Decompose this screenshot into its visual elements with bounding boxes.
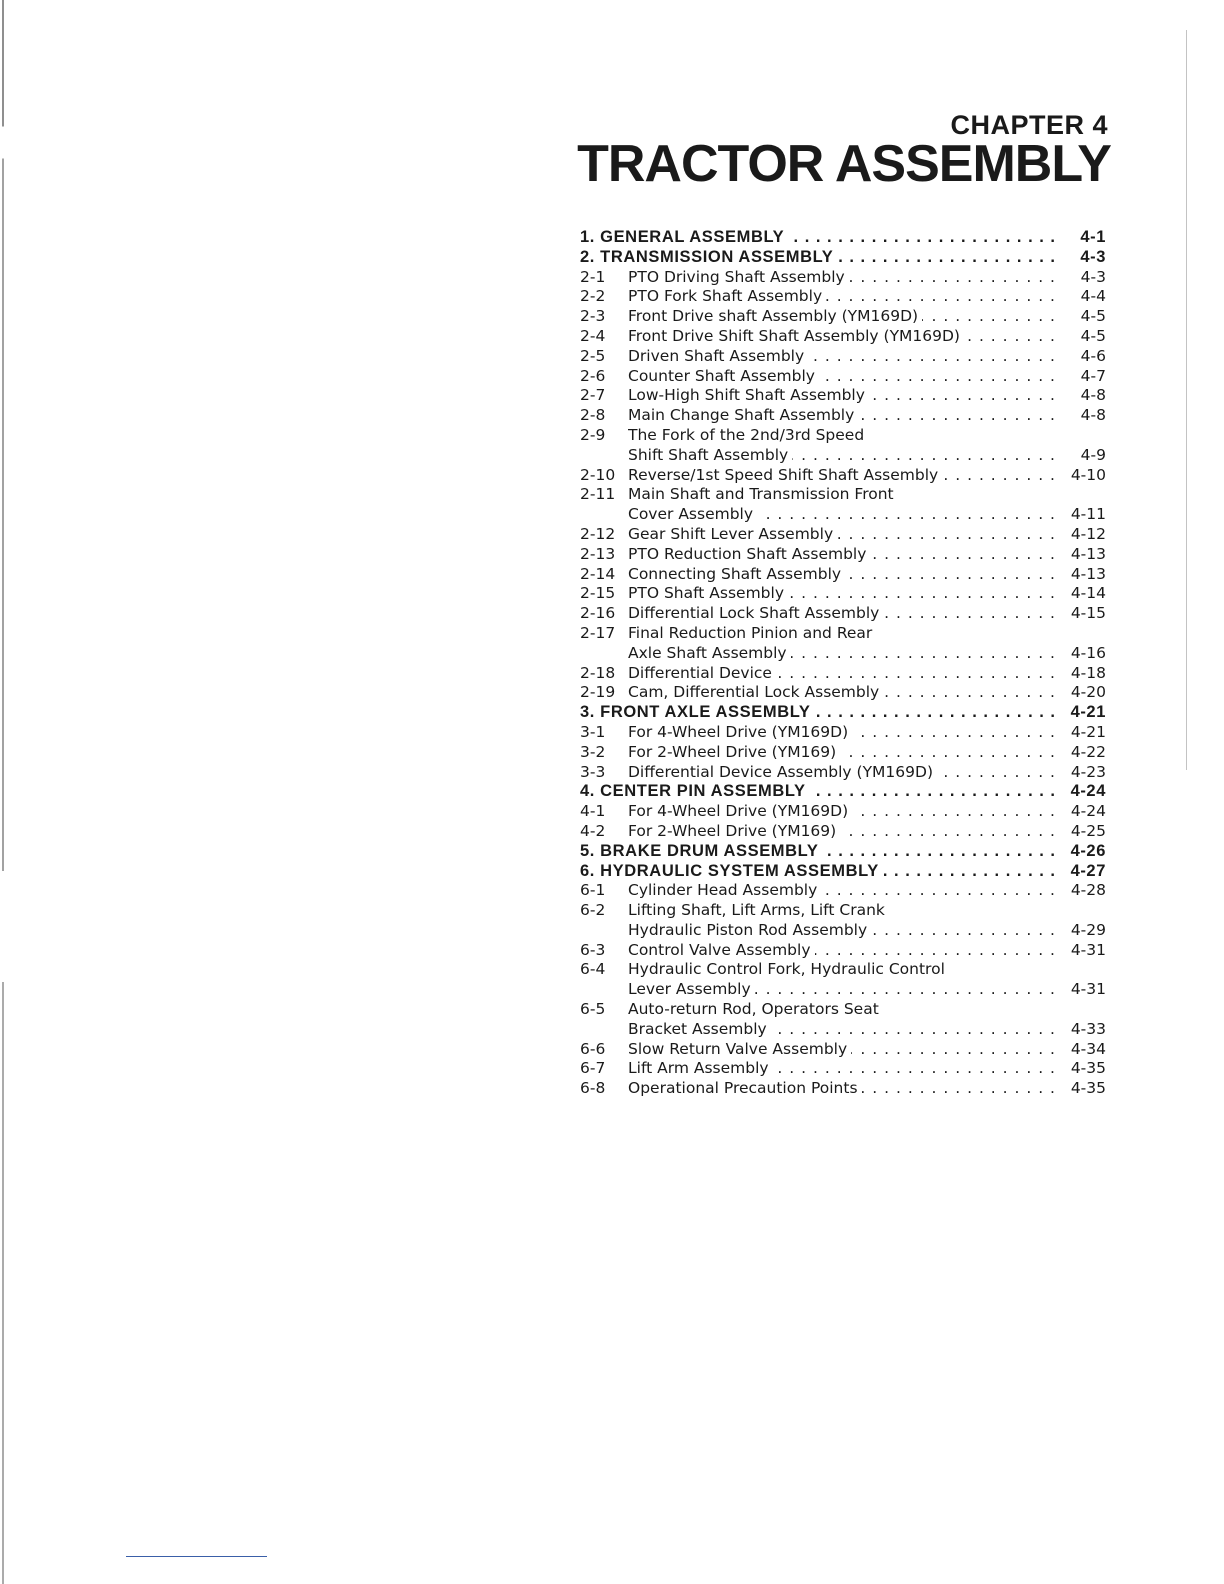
toc-entry-title: Bracket Assembly xyxy=(628,1020,771,1038)
toc-entry-number: 2-10 xyxy=(580,465,616,484)
toc-entry-number: 3-1 xyxy=(580,722,606,741)
toc-entry-title-wrap xyxy=(628,1079,1056,1099)
toc-entry xyxy=(580,466,1106,486)
toc-entry-title: Main Change Shaft Assembly xyxy=(628,406,858,424)
toc-entry xyxy=(580,763,1106,783)
toc-entry-number: 3-2 xyxy=(580,742,606,761)
toc-entry-title: 6. HYDRAULIC SYSTEM ASSEMBLY xyxy=(580,862,883,880)
toc-entry-title: PTO Shaft Assembly xyxy=(628,584,788,602)
toc-entry xyxy=(580,624,1106,644)
toc-entry-page: 4-29 xyxy=(1070,920,1106,939)
toc-entry-title-wrap xyxy=(628,1040,1056,1060)
toc-entry-title: Axle Shaft Assembly xyxy=(628,644,791,662)
toc-entry-title-wrap xyxy=(628,367,1056,387)
toc-entry-number: 6-7 xyxy=(580,1059,606,1078)
toc-entry-title: Cylinder Head Assembly xyxy=(628,881,821,899)
toc-entry-number: 2-18 xyxy=(580,663,616,682)
toc-entry-number: 6-4 xyxy=(580,960,606,979)
scan-edge-right xyxy=(1186,30,1187,770)
toc-entry-page: 4-22 xyxy=(1070,742,1106,761)
toc-entry xyxy=(580,703,1106,723)
toc-entry-title: Shift Shaft Assembly xyxy=(628,446,792,464)
toc-entry-number: 6-2 xyxy=(580,901,606,920)
toc-entry-page: 4-24 xyxy=(1070,782,1106,801)
toc-entry-page: 4-4 xyxy=(1080,287,1106,306)
toc-entry-number: 4-2 xyxy=(580,821,606,840)
toc-entry xyxy=(580,683,1106,703)
toc-entry-title-wrap xyxy=(628,565,1056,585)
toc-entry-title: Reverse/1st Speed Shift Shaft Assembly xyxy=(628,466,942,484)
toc-entry-title: Lever Assembly xyxy=(628,980,755,998)
toc-entry-title-wrap xyxy=(628,980,1056,1000)
toc-entry-title-wrap xyxy=(628,644,1056,664)
toc-entry-title: Cam, Differential Lock Assembly xyxy=(628,683,883,701)
toc-entry-page: 4-11 xyxy=(1070,505,1106,524)
toc-entry-title-wrap xyxy=(628,466,1056,486)
toc-entry xyxy=(580,545,1106,565)
toc-entry-number: 6-3 xyxy=(580,940,606,959)
toc-entry-title: Lift Arm Assembly xyxy=(628,1059,773,1077)
toc-entry-title: Differential Device Assembly (YM169D) xyxy=(628,763,937,781)
toc-entry-title-wrap xyxy=(628,1020,1056,1040)
toc-entry-number: 2-8 xyxy=(580,406,606,425)
toc-entry xyxy=(580,664,1106,684)
toc-entry-title-wrap xyxy=(628,446,1056,466)
toc-entry-number: 2-7 xyxy=(580,386,606,405)
toc-entry-number: 2-13 xyxy=(580,544,616,563)
toc-entry-title-wrap xyxy=(628,268,1056,288)
toc-entry xyxy=(580,881,1106,901)
toc-entry-title-wrap xyxy=(628,822,1056,842)
toc-entry-page: 4-1 xyxy=(1080,228,1106,246)
toc-entry xyxy=(580,485,1106,505)
toc-entry-page: 4-21 xyxy=(1070,703,1106,722)
toc-entry-title: 4. CENTER PIN ASSEMBLY xyxy=(580,782,810,800)
toc-entry-page: 4-16 xyxy=(1070,643,1106,662)
toc-entry xyxy=(580,862,1106,882)
toc-entry-number: 6-8 xyxy=(580,1079,606,1098)
toc-entry-title-wrap xyxy=(628,386,1056,406)
toc-entry-number: 2-19 xyxy=(580,683,616,702)
toc-entry-number: 4-1 xyxy=(580,802,606,821)
toc-entry-title: Differential Device xyxy=(628,664,776,682)
toc-entry-title: 3. FRONT AXLE ASSEMBLY xyxy=(580,703,814,721)
toc-entry xyxy=(580,1020,1106,1040)
toc-entry-page: 4-25 xyxy=(1070,821,1106,840)
toc-entry-title-wrap xyxy=(628,584,1056,604)
toc-entry-title-wrap xyxy=(628,406,1056,426)
toc-entry xyxy=(580,307,1106,327)
toc-entry-page: 4-27 xyxy=(1070,861,1106,880)
toc-entry xyxy=(580,268,1106,288)
toc-entry-title-wrap xyxy=(628,683,1056,703)
toc-entry-title: Front Drive shaft Assembly (YM169D) xyxy=(628,307,922,325)
toc-entry xyxy=(580,802,1106,822)
toc-entry-title: Driven Shaft Assembly xyxy=(628,347,808,365)
toc-entry-title-wrap xyxy=(628,347,1056,367)
toc-entry xyxy=(580,941,1106,961)
toc-entry-title: For 4-Wheel Drive (YM169D) xyxy=(628,723,852,741)
toc-entry-number: 2-16 xyxy=(580,604,616,623)
toc-entry-title: Low-High Shift Shaft Assembly xyxy=(628,386,869,404)
toc-entry-number: 2-11 xyxy=(580,485,616,504)
toc-entry-page: 4-7 xyxy=(1080,366,1106,385)
toc-entry-page: 4-13 xyxy=(1070,564,1106,583)
toc-entry-number: 3-3 xyxy=(580,762,606,781)
toc-entry-title-wrap xyxy=(580,248,1056,268)
toc-entry xyxy=(580,525,1106,545)
toc-entry xyxy=(580,921,1106,941)
toc-entry-title-wrap xyxy=(628,881,1056,901)
toc-entry-title: Auto-return Rod, Operators Seat xyxy=(628,1000,883,1018)
toc-entry-number: 2-12 xyxy=(580,524,616,543)
toc-entry-title-wrap xyxy=(628,1000,1056,1020)
toc-entry-page: 4-8 xyxy=(1080,406,1106,425)
toc-entry-page: 4-26 xyxy=(1070,841,1106,860)
toc-entry-title-wrap xyxy=(628,802,1056,822)
toc-entry xyxy=(580,248,1106,268)
toc-entry-title-wrap xyxy=(628,307,1056,327)
toc-entry-number: 6-5 xyxy=(580,1000,606,1019)
toc-entry-title-wrap xyxy=(580,842,1056,862)
toc-entry xyxy=(580,327,1106,347)
toc-entry-title: Front Drive Shift Shaft Assembly (YM169D) xyxy=(628,327,964,345)
footer-rule xyxy=(126,1556,267,1557)
toc-entry-title-wrap xyxy=(628,505,1056,525)
toc-entry xyxy=(580,565,1106,585)
toc-entry-title: Operational Precaution Points xyxy=(628,1079,862,1097)
toc-entry-page: 4-5 xyxy=(1080,326,1106,345)
toc-entry-title: 2. TRANSMISSION ASSEMBLY xyxy=(580,248,837,266)
toc-entry-title: PTO Fork Shaft Assembly xyxy=(628,287,826,305)
toc-entry-title-wrap xyxy=(580,228,1056,248)
toc-entry-title-wrap xyxy=(628,960,1056,980)
toc-entry-page: 4-35 xyxy=(1070,1059,1106,1078)
toc-entry-title: 1. GENERAL ASSEMBLY xyxy=(580,228,788,246)
toc-entry-title: PTO Driving Shaft Assembly xyxy=(628,268,849,286)
toc-entry-number: 6-1 xyxy=(580,881,606,900)
toc-entry-page: 4-33 xyxy=(1070,1019,1106,1038)
toc-entry-title-wrap xyxy=(580,862,1056,882)
toc-entry-page: 4-10 xyxy=(1070,465,1106,484)
toc-entry-title-wrap xyxy=(628,723,1056,743)
toc-entry-title-wrap xyxy=(628,664,1056,684)
toc-entry-page: 4-3 xyxy=(1080,247,1106,266)
toc-entry-title: Slow Return Valve Assembly xyxy=(628,1040,851,1058)
toc-entry-page: 4-6 xyxy=(1080,346,1106,365)
toc-entry xyxy=(580,287,1106,307)
table-of-contents xyxy=(580,228,1106,1099)
toc-entry-title: Cover Assembly xyxy=(628,505,757,523)
scan-edge-left xyxy=(2,0,4,1584)
toc-entry-page: 4-23 xyxy=(1070,762,1106,781)
toc-entry-title: Hydraulic Piston Rod Assembly xyxy=(628,921,871,939)
toc-entry-number: 2-1 xyxy=(580,267,606,286)
toc-entry-title-wrap xyxy=(628,921,1056,941)
toc-entry xyxy=(580,1040,1106,1060)
toc-entry-page: 4-31 xyxy=(1070,980,1106,999)
toc-entry-page: 4-13 xyxy=(1070,544,1106,563)
toc-entry xyxy=(580,386,1106,406)
toc-entry-title: For 2-Wheel Drive (YM169) xyxy=(628,743,840,761)
toc-entry xyxy=(580,584,1106,604)
toc-entry-page: 4-35 xyxy=(1070,1079,1106,1098)
toc-entry-title-wrap xyxy=(580,782,1056,802)
toc-entry-number: 2-2 xyxy=(580,287,606,306)
toc-entry xyxy=(580,505,1106,525)
toc-entry-number: 2-4 xyxy=(580,326,606,345)
toc-entry-title: Final Reduction Pinion and Rear xyxy=(628,624,876,642)
toc-entry-page: 4-28 xyxy=(1070,881,1106,900)
toc-entry-title-wrap xyxy=(580,703,1056,723)
toc-entry xyxy=(580,743,1106,763)
toc-entry-title: Hydraulic Control Fork, Hydraulic Control xyxy=(628,960,949,978)
toc-entry xyxy=(580,782,1106,802)
toc-entry xyxy=(580,347,1106,367)
toc-entry-number: 2-15 xyxy=(580,584,616,603)
toc-entry-page: 4-21 xyxy=(1070,722,1106,741)
toc-entry-page: 4-3 xyxy=(1080,267,1106,286)
toc-entry xyxy=(580,960,1106,980)
toc-entry xyxy=(580,1079,1106,1099)
toc-entry-page: 4-9 xyxy=(1080,445,1106,464)
toc-entry xyxy=(580,822,1106,842)
toc-entry-number: 6-6 xyxy=(580,1039,606,1058)
toc-entry-title-wrap xyxy=(628,327,1056,347)
toc-entry xyxy=(580,980,1106,1000)
toc-entry-page: 4-15 xyxy=(1070,604,1106,623)
toc-entry-title: Gear Shift Lever Assembly xyxy=(628,525,837,543)
toc-entry-page: 4-31 xyxy=(1070,940,1106,959)
toc-entry xyxy=(580,426,1106,446)
toc-entry xyxy=(580,367,1106,387)
toc-entry-page: 4-12 xyxy=(1070,524,1106,543)
toc-entry-title: 5. BRAKE DRUM ASSEMBLY xyxy=(580,842,822,860)
chapter-title: TRACTOR ASSEMBLY xyxy=(577,135,1111,193)
toc-entry-page: 4-20 xyxy=(1070,683,1106,702)
toc-entry-title-wrap xyxy=(628,1059,1056,1079)
toc-entry xyxy=(580,446,1106,466)
toc-entry-page: 4-18 xyxy=(1070,663,1106,682)
toc-entry-number: 2-9 xyxy=(580,425,606,444)
toc-entry-title-wrap xyxy=(628,901,1056,921)
toc-entry-number: 2-17 xyxy=(580,623,616,642)
toc-entry-title: Differential Lock Shaft Assembly xyxy=(628,604,883,622)
toc-entry-title: Connecting Shaft Assembly xyxy=(628,565,845,583)
toc-entry xyxy=(580,723,1106,743)
toc-entry-title: For 2-Wheel Drive (YM169) xyxy=(628,822,840,840)
toc-entry-title-wrap xyxy=(628,426,1056,446)
toc-entry xyxy=(580,604,1106,624)
toc-entry-title: Lifting Shaft, Lift Arms, Lift Crank xyxy=(628,901,889,919)
toc-entry xyxy=(580,901,1106,921)
toc-entry-title: The Fork of the 2nd/3rd Speed xyxy=(628,426,868,444)
toc-entry-title: Counter Shaft Assembly xyxy=(628,367,819,385)
toc-entry xyxy=(580,842,1106,862)
toc-entry-page: 4-14 xyxy=(1070,584,1106,603)
toc-entry-number: 2-5 xyxy=(580,346,606,365)
toc-entry xyxy=(580,1059,1106,1079)
toc-entry xyxy=(580,406,1106,426)
toc-entry xyxy=(580,644,1106,664)
toc-entry-number: 2-14 xyxy=(580,564,616,583)
toc-entry-title-wrap xyxy=(628,525,1056,545)
toc-entry-number: 2-6 xyxy=(580,366,606,385)
toc-entry-title-wrap xyxy=(628,941,1056,961)
toc-entry-title-wrap xyxy=(628,624,1056,644)
toc-entry-title-wrap xyxy=(628,287,1056,307)
toc-entry-title-wrap xyxy=(628,604,1056,624)
toc-entry xyxy=(580,1000,1106,1020)
toc-entry-page: 4-34 xyxy=(1070,1039,1106,1058)
toc-entry-number: 2-3 xyxy=(580,307,606,326)
toc-entry-title-wrap xyxy=(628,545,1056,565)
toc-entry-title-wrap xyxy=(628,743,1056,763)
toc-entry-title: Main Shaft and Transmission Front xyxy=(628,485,898,503)
toc-entry-title-wrap xyxy=(628,485,1056,505)
toc-entry-title: For 4-Wheel Drive (YM169D) xyxy=(628,802,852,820)
toc-entry-title: Control Valve Assembly xyxy=(628,941,815,959)
toc-entry-page: 4-5 xyxy=(1080,307,1106,326)
chapter-label: CHAPTER 4 xyxy=(950,110,1108,140)
toc-entry-title-wrap xyxy=(628,763,1056,783)
toc-entry-page: 4-24 xyxy=(1070,802,1106,821)
toc-entry-page: 4-8 xyxy=(1080,386,1106,405)
toc-entry-title: PTO Reduction Shaft Assembly xyxy=(628,545,870,563)
toc-entry xyxy=(580,228,1106,248)
